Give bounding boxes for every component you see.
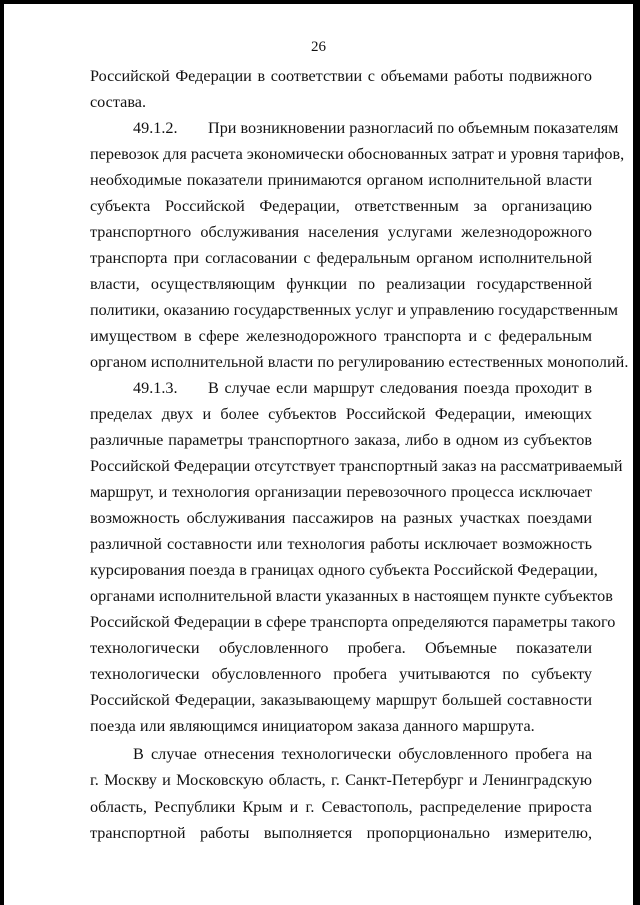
line-text: При возникновении разногласий по объемным показателям <box>208 119 619 137</box>
clause-number: 49.1.3. <box>133 379 178 397</box>
text-line <box>90 274 592 294</box>
line-text: Российской Федерации отсутствует транспортный заказ на рассматриваемый <box>90 457 623 475</box>
text-line <box>90 430 592 450</box>
text-line <box>90 612 616 632</box>
line-text: власти, осуществляющим функции по реализации государственной <box>90 275 592 293</box>
text-line <box>90 664 592 684</box>
line-text: органом исполнительной власти по регулированию естественных монополий. <box>90 353 629 371</box>
line-text: транспорта при согласовании с федеральным органом исполнительной <box>90 249 592 267</box>
line-text: необходимые показатели принимаются органом исполнительной власти <box>90 171 592 189</box>
text-line <box>90 196 592 216</box>
line-text: органами исполнительной власти указанных в настоящем пункте субъектов <box>90 587 613 605</box>
line-text: перевозок для расчета экономически обоснованных затрат и уровня тарифов, <box>90 145 625 163</box>
line-text: Российской Федерации, заказывающему маршрут большей составности <box>90 691 592 709</box>
line-text: транспортной работы выполняется пропорционально измерителю, <box>90 824 592 842</box>
line-text: политики, оказанию государственных услуг и управлению государственным <box>90 301 618 319</box>
text-line <box>90 326 592 346</box>
clause-first-line <box>133 378 592 398</box>
clause-first-line <box>133 118 619 138</box>
clause-number: 49.1.2. <box>133 119 178 137</box>
line-text: курсирования поезда в границах одного субъекта Российской Федерации, <box>90 561 598 579</box>
line-text: В случае отнесения технологически обусловленного пробега на <box>133 745 592 763</box>
text-line <box>90 144 625 164</box>
text-line <box>90 170 592 190</box>
text-line <box>90 586 613 606</box>
line-text: состава. <box>90 93 146 111</box>
page-number: 26 <box>311 39 326 55</box>
text-line <box>90 508 592 528</box>
line-text: имуществом в сфере железнодорожного транспорта и с федеральным <box>90 327 592 345</box>
text-line <box>90 770 592 790</box>
line-text: возможность обслуживания пассажиров на разных участках поездами <box>90 509 592 527</box>
line-text: пределах двух и более субъектов Российской Федерации, имеющих <box>90 405 592 423</box>
text-line <box>90 482 592 502</box>
line-text: Российской Федерации в соответствии с объемами работы подвижного <box>90 67 592 85</box>
text-line <box>90 560 598 580</box>
line-text: субъекта Российской Федерации, ответственным за организацию <box>90 197 592 215</box>
line-text: технологически обусловленного пробега. Объемные показатели <box>90 639 592 657</box>
line-text: г. Москву и Московскую область, г. Санкт-Петербург и Ленинградскую <box>90 771 592 789</box>
text-line <box>90 690 592 710</box>
text-line <box>90 638 592 658</box>
text-line <box>90 456 623 476</box>
text-line <box>90 300 618 320</box>
text-line <box>90 248 592 268</box>
text-line <box>90 222 592 242</box>
line-text: В случае если маршрут следования поезда проходит в <box>208 379 592 397</box>
line-text: технологически обусловленного пробега учитываются по субъекту <box>90 665 592 683</box>
text-line <box>90 534 592 554</box>
line-text: поезда или являющимся инициатором заказа данного маршрута. <box>90 717 535 735</box>
text-line <box>90 823 592 843</box>
text-line <box>90 352 629 372</box>
line-text: транспортного обслуживания населения услугами железнодорожного <box>90 223 592 241</box>
text-line <box>90 92 592 112</box>
text-line <box>90 797 592 817</box>
text-line <box>90 404 592 424</box>
line-text: маршрут, и технология организации перевозочного процесса исключает <box>90 483 592 501</box>
line-text: Российской Федерации в сфере транспорта определяются параметры такого <box>90 613 616 631</box>
document-page <box>4 4 633 905</box>
line-text: различной составности или технология работы исключает возможность <box>90 535 592 553</box>
line-text: различные параметры транспортного заказа, либо в одном из субъектов <box>90 431 592 449</box>
text-line <box>90 66 592 86</box>
text-line <box>133 744 592 764</box>
text-line <box>90 716 592 736</box>
line-text: область, Республики Крым и г. Севастополь, распределение прироста <box>90 798 592 816</box>
